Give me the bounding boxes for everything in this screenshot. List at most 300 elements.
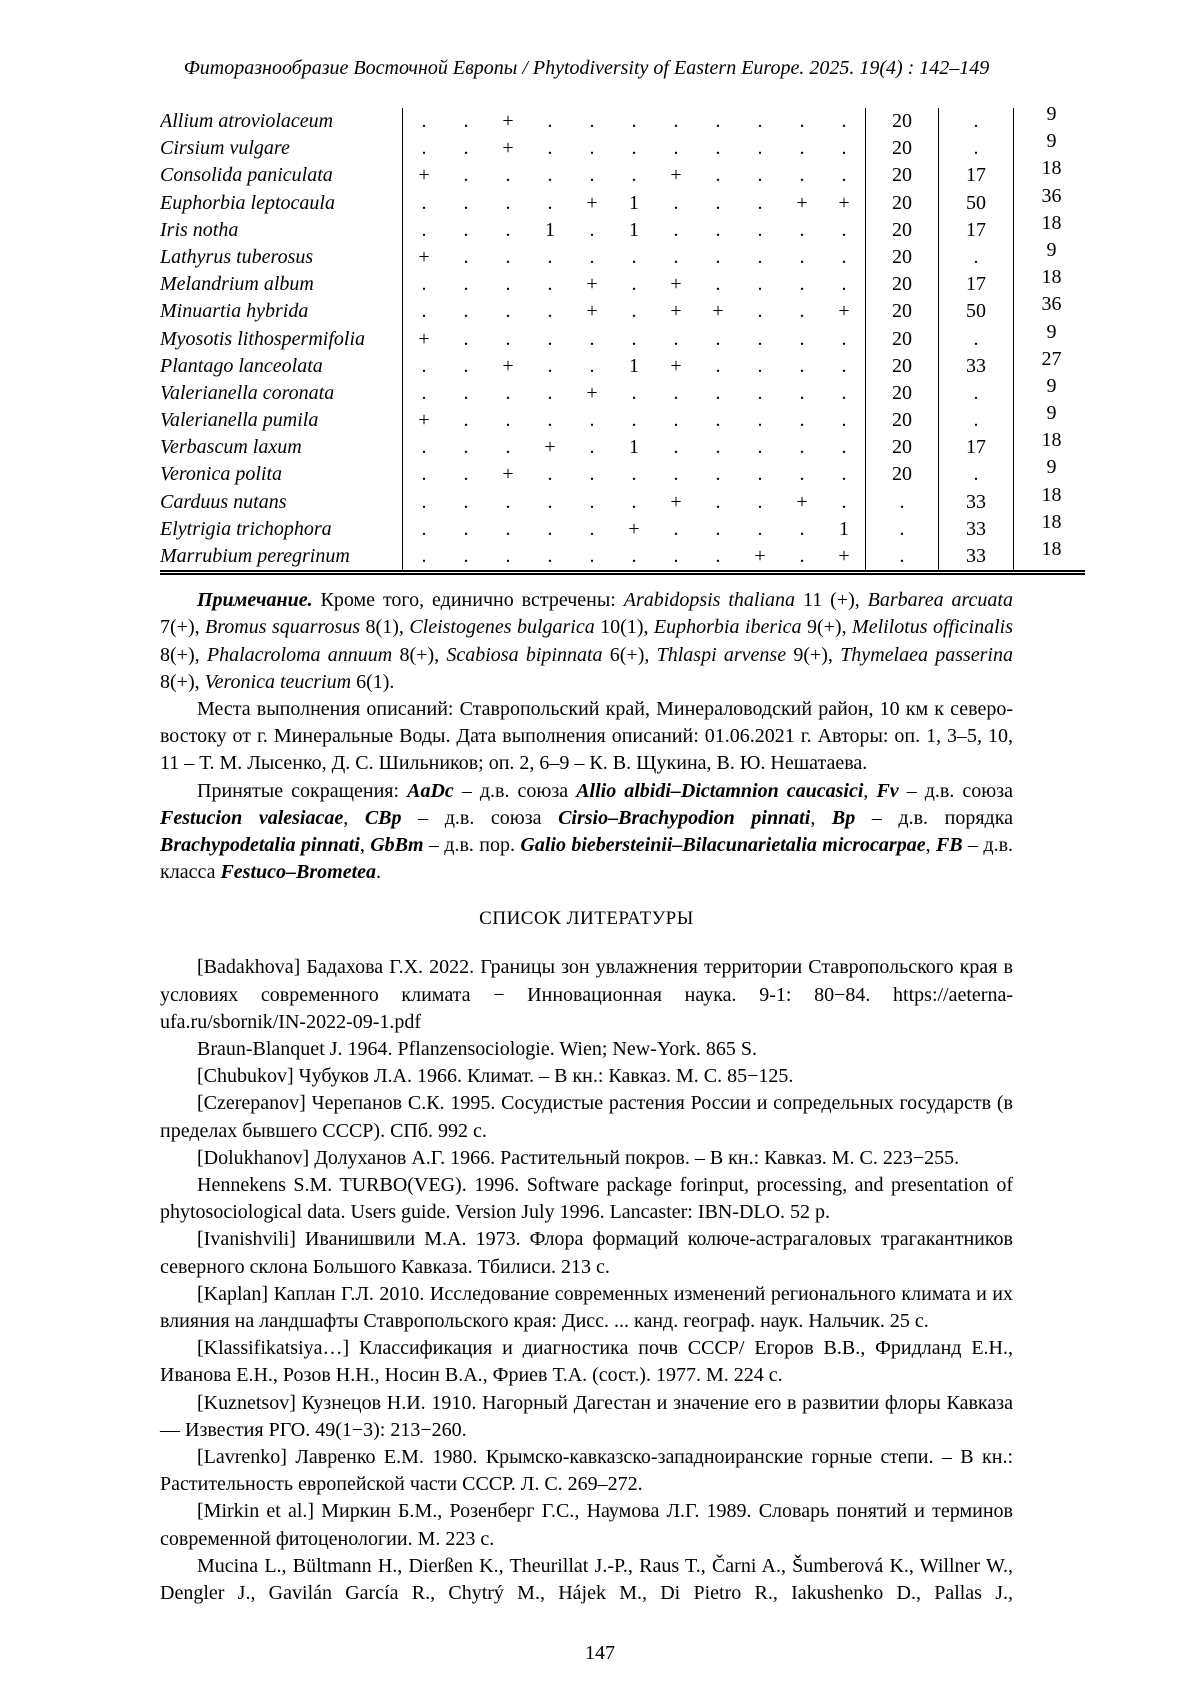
notes-section <box>160 587 1013 886</box>
releve-value-cell: . <box>841 245 847 268</box>
releve-value-cell: . <box>589 463 595 486</box>
reference-item: [Badakhova] Бадахова Г.Х. 2022. Границы зон увлажнения территории Ставропольского края в условиях современного климата − Инновационная наука. 9-1: 80−84. https://aeterna-ufa.ru/sbornik/IN-2022-09-1.pdf <box>160 956 1013 1033</box>
releve-value-cell: . <box>589 327 595 350</box>
releve-value-cell: . <box>463 164 469 187</box>
releve-value-cell: . <box>547 490 553 513</box>
percent-cell: . <box>938 380 1013 407</box>
releve-value-cell: . <box>547 191 553 214</box>
text-run: Thlaspi arvense <box>656 643 787 666</box>
releve-value-cell: . <box>421 545 427 567</box>
releve-value-cell: + <box>502 110 514 132</box>
text-run: CBp <box>364 806 402 829</box>
table-row <box>160 157 1085 189</box>
releve-value-cell: . <box>631 327 637 350</box>
percent-cell: 17 <box>938 217 1013 244</box>
text-run: Bp <box>831 806 856 829</box>
releve-value-cell: . <box>799 463 805 486</box>
releve-value-cell: . <box>757 300 763 323</box>
releve-value-cell: . <box>631 164 637 187</box>
percent-cell: 33 <box>938 516 1013 543</box>
releve-value-cell: . <box>673 218 679 241</box>
releve-value-cell: . <box>757 463 763 486</box>
text-run: GbBm <box>370 834 424 857</box>
releve-value-cell: . <box>757 164 763 187</box>
extra-column-value: 18 <box>1041 510 1062 533</box>
releve-value-cell: . <box>757 273 763 296</box>
releve-value-cell: . <box>547 409 553 432</box>
releve-value-cell: + <box>838 191 850 214</box>
constancy-cell: 20 <box>865 135 938 162</box>
releve-value-cell: . <box>463 490 469 513</box>
constancy-cell: 20 <box>865 353 938 380</box>
text-run: Кроме того, единично встречены: <box>312 589 624 612</box>
releve-value-cell: . <box>715 409 721 432</box>
releve-value-cell: . <box>673 545 679 567</box>
releve-value-cell: + <box>418 164 430 187</box>
text-run: Melilotus officinalis <box>852 616 1014 639</box>
text-run: , <box>863 779 877 802</box>
table-row <box>160 238 1085 271</box>
releve-value-cell: . <box>421 300 427 323</box>
species-name: Verbascum laxum <box>160 434 403 461</box>
extra-column-value: 18 <box>1041 157 1062 180</box>
releve-value-cell: . <box>421 218 427 241</box>
table-row <box>160 402 1085 434</box>
releve-value-cell: . <box>841 110 847 132</box>
species-name: Valerianella coronata <box>160 380 403 407</box>
text-run: Arabidopsis thaliana <box>623 589 796 612</box>
releve-value-cell: . <box>547 300 553 323</box>
releve-value-cell: . <box>631 245 637 268</box>
reference-item: [Ivanishvili] Иванишвили М.А. 1973. Флора формаций колюче-астрагаловых трагакантников северного склона Большого Кавказа. Тбилиси. 213 с. <box>160 1228 1013 1278</box>
releve-value-cell: . <box>631 490 637 513</box>
extra-column-value: 18 <box>1041 429 1062 452</box>
releve-value-cell: . <box>505 300 511 323</box>
releve-value-cell: . <box>673 245 679 268</box>
text-run: Места выполнения описаний: Ставропольский край, Минераловодский район, 10 км к северо-востоку от г. Минеральные Воды. Дата выполнения описаний: 01.06.2021 г. Авторы: оп. 1, 3–5, 10, 11 – Т. М. Лысенко, Д. С. Шильников; оп. 2, 6–9 – К. В. Щукина, В. Ю. Нешатаева. <box>160 698 1013 775</box>
releve-value-cell: + <box>838 300 850 323</box>
releve-value-cell: 1 <box>629 218 639 241</box>
constancy-cell: 20 <box>865 380 938 407</box>
releve-value-cell: . <box>505 245 511 268</box>
releve-value-cell: . <box>715 545 721 567</box>
constancy-cell: 20 <box>865 434 938 461</box>
reference-item: [Lavrenko] Лавренко Е.М. 1980. Крымско-кавказско-западноиранские горные степи. – В кн.: Растительность европейской части СССР. Л. С. 269–272. <box>160 1446 1013 1496</box>
constancy-cell: 20 <box>865 326 938 353</box>
percent-cell: . <box>938 326 1013 353</box>
species-name: Consolida paniculata <box>160 162 403 189</box>
releve-value-cell: . <box>589 164 595 187</box>
releve-value-cell: . <box>547 463 553 486</box>
text-run: , <box>810 806 832 829</box>
releve-value-cell: + <box>502 463 514 486</box>
releve-value-cell: . <box>547 245 553 268</box>
releve-value-cell: . <box>799 273 805 296</box>
text-run: , <box>343 806 365 829</box>
percent-cell: . <box>938 108 1013 135</box>
releve-value-cell: . <box>715 381 721 404</box>
releve-value-cell: . <box>463 436 469 459</box>
releve-value-cell: . <box>421 517 427 540</box>
extra-column-value: 9 <box>1046 103 1057 125</box>
percent-cell: 33 <box>938 489 1013 516</box>
releve-value-cell: . <box>589 354 595 377</box>
releve-value-cell: . <box>841 381 847 404</box>
releve-value-cell: . <box>799 300 805 323</box>
constancy-cell: 20 <box>865 461 938 488</box>
releve-value-cell: . <box>421 137 427 160</box>
releve-value-cell: . <box>631 110 637 132</box>
extra-column-value: 18 <box>1041 483 1062 506</box>
extra-column-value: 9 <box>1046 456 1057 479</box>
note-paragraph <box>160 587 1013 696</box>
text-run: Fv <box>876 779 899 802</box>
releve-value-cell: . <box>547 137 553 160</box>
releve-value-cell: . <box>463 137 469 160</box>
table-row <box>160 103 1085 135</box>
species-name: Cirsium vulgare <box>160 135 403 162</box>
species-name: Elytrigia trichophora <box>160 516 403 543</box>
releve-value-cell: . <box>463 517 469 540</box>
releve-value-cell: . <box>841 327 847 350</box>
releve-value-cell: . <box>589 110 595 132</box>
releve-value-cell: . <box>589 517 595 540</box>
reference-item: [Dolukhanov] Долуханов А.Г. 1966. Растительный покров. – В кн.: Кавказ. М. С. 223−255. <box>197 1146 960 1169</box>
text-run: Phalacroloma annuum <box>206 643 393 666</box>
text-run: – д.в. союза <box>401 806 559 829</box>
releve-value-cell: . <box>505 164 511 187</box>
releve-value-cell: . <box>757 245 763 268</box>
releve-value-cell: . <box>547 354 553 377</box>
releve-value-cell: . <box>757 381 763 404</box>
releve-value-cell: . <box>715 218 721 241</box>
table-row <box>160 456 1085 488</box>
extra-column-value: 9 <box>1046 130 1057 153</box>
releve-value-cell: . <box>799 436 805 459</box>
releve-value-cell: . <box>421 381 427 404</box>
table-row <box>160 347 1085 380</box>
constancy-cell: 20 <box>865 271 938 298</box>
releve-value-cell: 1 <box>629 354 639 377</box>
text-run: 9(+), <box>801 616 853 639</box>
text-run: , <box>925 834 936 857</box>
releve-value-cell: . <box>463 463 469 486</box>
releve-value-cell: . <box>841 490 847 513</box>
releve-value-cell: . <box>757 191 763 214</box>
releve-value-cell: + <box>586 273 598 296</box>
text-run: Veronica teucrium <box>204 670 352 693</box>
extra-column-value: 9 <box>1046 320 1057 343</box>
species-name: Marrubium peregrinum <box>160 543 403 570</box>
percent-cell: 50 <box>938 298 1013 325</box>
reference-item: Braun-Blanquet J. 1964. Pflanzensociologie. Wien; New-York. 865 S. <box>197 1038 758 1061</box>
reference-item: [Mirkin et al.] Миркин Б.М., Розенберг Г.С., Наумова Л.Г. 1989. Словарь понятий и терминов современной фитоценологии. М. 223 с. <box>160 1500 1013 1550</box>
text-run: 11 (+), <box>795 589 868 612</box>
releve-value-cell: . <box>757 110 763 132</box>
releve-value-cell: . <box>757 354 763 377</box>
releve-value-cell: . <box>463 218 469 241</box>
releve-value-cell: . <box>715 137 721 160</box>
text-run: Cleistogenes bulgarica <box>409 616 595 639</box>
releve-value-cell: . <box>715 436 721 459</box>
constancy-cell: 20 <box>865 217 938 244</box>
releve-value-cell: + <box>544 436 556 459</box>
text-run: Brachypodetalia pinnati <box>160 834 360 857</box>
species-name: Carduus nutans <box>160 489 403 516</box>
releve-value-cell: . <box>673 436 679 459</box>
releve-value-cell: . <box>799 409 805 432</box>
species-name: Allium atroviolaceum <box>160 108 403 135</box>
constancy-cell: 20 <box>865 407 938 434</box>
releve-value-cell: . <box>631 137 637 160</box>
text-run: Cirsio–Brachypodion pinnati <box>558 806 811 829</box>
constancy-cell: . <box>865 516 938 543</box>
text-run: – д.в. порядка <box>855 806 1014 829</box>
releve-value-cell: . <box>673 191 679 214</box>
releve-value-cell: . <box>505 218 511 241</box>
releve-value-cell: . <box>799 245 805 268</box>
releve-value-cell: . <box>757 327 763 350</box>
releve-value-cell: . <box>421 354 427 377</box>
species-name: Myosotis lithospermifolia <box>160 326 403 353</box>
releve-value-cell: . <box>505 327 511 350</box>
table-row <box>160 184 1085 217</box>
releve-value-cell: + <box>838 545 850 567</box>
releve-value-cell: . <box>589 218 595 241</box>
releve-value-cell: + <box>670 354 682 377</box>
text-run: . <box>376 861 381 884</box>
text-run: Festucion valesiacae <box>160 806 344 829</box>
extra-column-value: 36 <box>1041 293 1062 316</box>
releve-value-cell: . <box>547 164 553 187</box>
releve-value-cell: . <box>715 273 721 296</box>
releve-value-cell: . <box>463 354 469 377</box>
releve-value-cell: . <box>421 436 427 459</box>
species-name: Lathyrus tuberosus <box>160 244 403 271</box>
releve-value-cell: . <box>799 327 805 350</box>
text-run: 8(+), <box>160 643 207 666</box>
species-name: Melandrium album <box>160 271 403 298</box>
table-row <box>160 293 1085 325</box>
releve-value-cell: . <box>505 517 511 540</box>
releve-value-cell: . <box>547 545 553 567</box>
extra-column-value: 9 <box>1046 238 1057 261</box>
text-run: Barbarea arcuata <box>867 589 1013 612</box>
releve-value-cell: + <box>586 300 598 323</box>
constancy-cell: 20 <box>865 244 938 271</box>
table-row <box>160 320 1085 353</box>
releve-value-cell: . <box>505 273 511 296</box>
releve-value-cell: . <box>505 490 511 513</box>
extra-column-value: 36 <box>1041 184 1062 207</box>
releve-value-cell: . <box>841 164 847 187</box>
releve-value-cell: . <box>799 164 805 187</box>
text-run: 8(+), <box>160 670 205 693</box>
reference-item: Mucina L., Bültmann H., Dierßen K., Theurillat J.-P., Raus T., Čarni A., Šumberová K., Willner W., Dengler J., Gavilán García R., Chytrý M., Hájek M., Di Pietro R., Iakushenko D., Pallas J., <box>160 1554 1013 1605</box>
releve-value-cell: . <box>589 490 595 513</box>
percent-cell: . <box>938 461 1013 488</box>
releve-value-cell: . <box>463 545 469 567</box>
text-run: FB <box>935 834 963 857</box>
percent-cell: 17 <box>938 434 1013 461</box>
percent-cell: 17 <box>938 271 1013 298</box>
text-run: Bromus squarrosus <box>205 616 361 639</box>
releve-value-cell: . <box>463 191 469 214</box>
releve-value-cell: . <box>715 517 721 540</box>
releve-value-cell: + <box>670 490 682 513</box>
releve-value-cell: . <box>673 409 679 432</box>
text-run: 8(1), <box>360 616 410 639</box>
releve-value-cell: . <box>841 218 847 241</box>
releve-value-cell: . <box>547 381 553 404</box>
releve-value-cell: . <box>799 381 805 404</box>
releve-value-cell: . <box>589 409 595 432</box>
text-run: – д.в. класса <box>160 834 1014 884</box>
releve-value-cell: + <box>670 273 682 296</box>
releve-value-cell: . <box>547 517 553 540</box>
releve-value-cell: . <box>715 354 721 377</box>
releve-value-cell: . <box>421 490 427 513</box>
releve-value-cell: + <box>670 164 682 187</box>
constancy-cell: 20 <box>865 190 938 217</box>
table-row <box>160 483 1085 516</box>
constancy-cell: 20 <box>865 162 938 189</box>
reference-item: [Chubukov] Чубуков Л.А. 1966. Климат. – В кн.: Кавказ. М. С. 85−125. <box>197 1065 794 1088</box>
table-row <box>160 538 1085 570</box>
constancy-cell: 20 <box>865 298 938 325</box>
releve-value-cell: + <box>586 191 598 214</box>
releve-value-cell: . <box>841 436 847 459</box>
releve-value-cell: . <box>631 381 637 404</box>
releve-value-cell: . <box>799 137 805 160</box>
releve-value-cell: . <box>463 245 469 268</box>
releve-value-cell: 1 <box>629 436 639 459</box>
releve-value-cell: . <box>841 137 847 160</box>
text-run: Galio biebersteinii–Bilacunarietalia microcarpae <box>520 834 926 857</box>
releve-value-cell: . <box>589 545 595 567</box>
text-run: Euphorbia iberica <box>653 616 802 639</box>
constancy-cell: . <box>865 543 938 570</box>
extra-column-value: 27 <box>1041 347 1062 370</box>
releve-value-cell: . <box>757 137 763 160</box>
releve-value-cell: . <box>841 354 847 377</box>
text-run: 6(1). <box>351 670 395 693</box>
releve-value-cell: . <box>421 463 427 486</box>
releve-value-cell: + <box>418 409 430 432</box>
releve-value-cell: . <box>505 436 511 459</box>
page-content <box>160 55 1062 1607</box>
releve-value-cell: . <box>715 490 721 513</box>
reference-item: [Czerepanov] Черепанов С.К. 1995. Сосудистые растения России и сопредельных государств (в пределах бывшего СССР). СПб. 992 с. <box>160 1092 1013 1142</box>
table-row <box>160 429 1085 461</box>
releve-value-cell: . <box>631 409 637 432</box>
text-run: 6(+), <box>602 643 657 666</box>
releve-value-cell: + <box>754 545 766 567</box>
releve-value-cell: + <box>418 245 430 268</box>
releve-value-cell: . <box>715 463 721 486</box>
reference-item: [Kuznetsov] Кузнецов Н.И. 1910. Нагорный Дагестан и значение его в развитии флоры Кавказа — Известия РГО. 49(1−3): 213−260. <box>160 1391 1013 1441</box>
releve-value-cell: . <box>799 218 805 241</box>
releve-value-cell: . <box>463 381 469 404</box>
text-run: Scabiosa bipinnata <box>446 643 603 666</box>
percent-cell: 17 <box>938 162 1013 189</box>
extra-column-value: 18 <box>1041 538 1062 560</box>
releve-value-cell: . <box>547 327 553 350</box>
releve-value-cell: . <box>505 545 511 567</box>
releve-value-cell: 1 <box>629 191 639 214</box>
releve-value-cell: . <box>757 490 763 513</box>
text-run: Thymelaea passerina <box>840 643 1013 666</box>
text-run: Принятые сокращения: <box>197 779 408 802</box>
releve-value-cell: . <box>631 463 637 486</box>
releve-value-cell: . <box>421 273 427 296</box>
releve-value-cell: . <box>463 273 469 296</box>
table-row <box>160 266 1085 298</box>
page-number: 147 <box>585 1642 615 1664</box>
releve-value-cell: . <box>631 273 637 296</box>
text-run: – д.в. союза <box>453 779 577 802</box>
table-row <box>160 211 1085 244</box>
releve-value-cell: . <box>841 273 847 296</box>
releve-value-cell: 1 <box>545 218 555 241</box>
releve-value-cell: . <box>757 517 763 540</box>
releve-value-cell: + <box>586 381 598 404</box>
percent-cell: 50 <box>938 190 1013 217</box>
releve-value-cell: . <box>841 463 847 486</box>
releve-value-cell: . <box>715 164 721 187</box>
extra-column-value: 18 <box>1041 211 1062 234</box>
text-run: 10(1), <box>594 616 654 639</box>
releve-value-cell: . <box>505 409 511 432</box>
note-paragraph <box>160 696 1013 778</box>
releve-value-cell: . <box>589 436 595 459</box>
text-run: AaDc <box>407 779 454 802</box>
constancy-cell: . <box>865 489 938 516</box>
releve-value-cell: + <box>502 354 514 377</box>
table-row <box>160 510 1085 543</box>
reference-item: Hennekens S.M. TURBO(VEG). 1996. Software package forinput, processing, and presentation of phytosociological data. Users guide. Version July 1996. Lancaster: IBN-DLO. 52 p. <box>160 1174 1013 1224</box>
extra-column-value: 9 <box>1046 374 1057 397</box>
percent-cell: . <box>938 135 1013 162</box>
percent-cell: 33 <box>938 543 1013 570</box>
reference-item: [Kaplan] Каплан Г.Л. 2010. Исследование современных изменений регионального климата и их влияния на ландшафты Ставропольского края: Дисс. ... канд. географ. наук. Нальчик. 25 с. <box>160 1282 1013 1333</box>
text-run: Allio albidi–Dictamnion caucasici <box>576 779 864 802</box>
releve-value-cell: . <box>463 327 469 350</box>
releve-value-cell: . <box>715 191 721 214</box>
text-run: – д.в. союза <box>898 779 1014 802</box>
constancy-cell: 20 <box>865 108 938 135</box>
text-run: 7(+), <box>160 616 206 639</box>
releve-value-cell: . <box>463 300 469 323</box>
references-list <box>160 954 1013 1607</box>
releve-value-cell: . <box>463 110 469 132</box>
releve-value-cell: . <box>799 354 805 377</box>
releve-value-cell: . <box>715 327 721 350</box>
species-name: Euphorbia leptocaula <box>160 190 403 217</box>
releve-value-cell: . <box>673 110 679 132</box>
reference-item: [Klassifikatsiya…] Классификация и диагностика почв СССР/ Егоров В.В., Фридланд Е.Н., Иванова Е.Н., Розов Н.Н., Носин В.А., Фриев Т.А. (сост.). 1977. М. 224 с. <box>160 1337 1013 1387</box>
releve-value-cell: . <box>799 517 805 540</box>
text-run: Примечание. <box>197 589 313 612</box>
releve-value-cell: + <box>628 517 640 540</box>
releve-value-cell: . <box>589 245 595 268</box>
extra-column-cell <box>1013 538 1089 570</box>
releve-value-cell: + <box>670 300 682 323</box>
releve-value-cell: . <box>673 327 679 350</box>
journal-running-title: Фиторазнообразие Восточной Европы / Phytodiversity of Eastern Europe. 2025. 19(4) : 142–149 <box>183 57 990 79</box>
releve-value-cell: . <box>631 300 637 323</box>
text-run: Festuco–Brometea <box>220 861 376 884</box>
